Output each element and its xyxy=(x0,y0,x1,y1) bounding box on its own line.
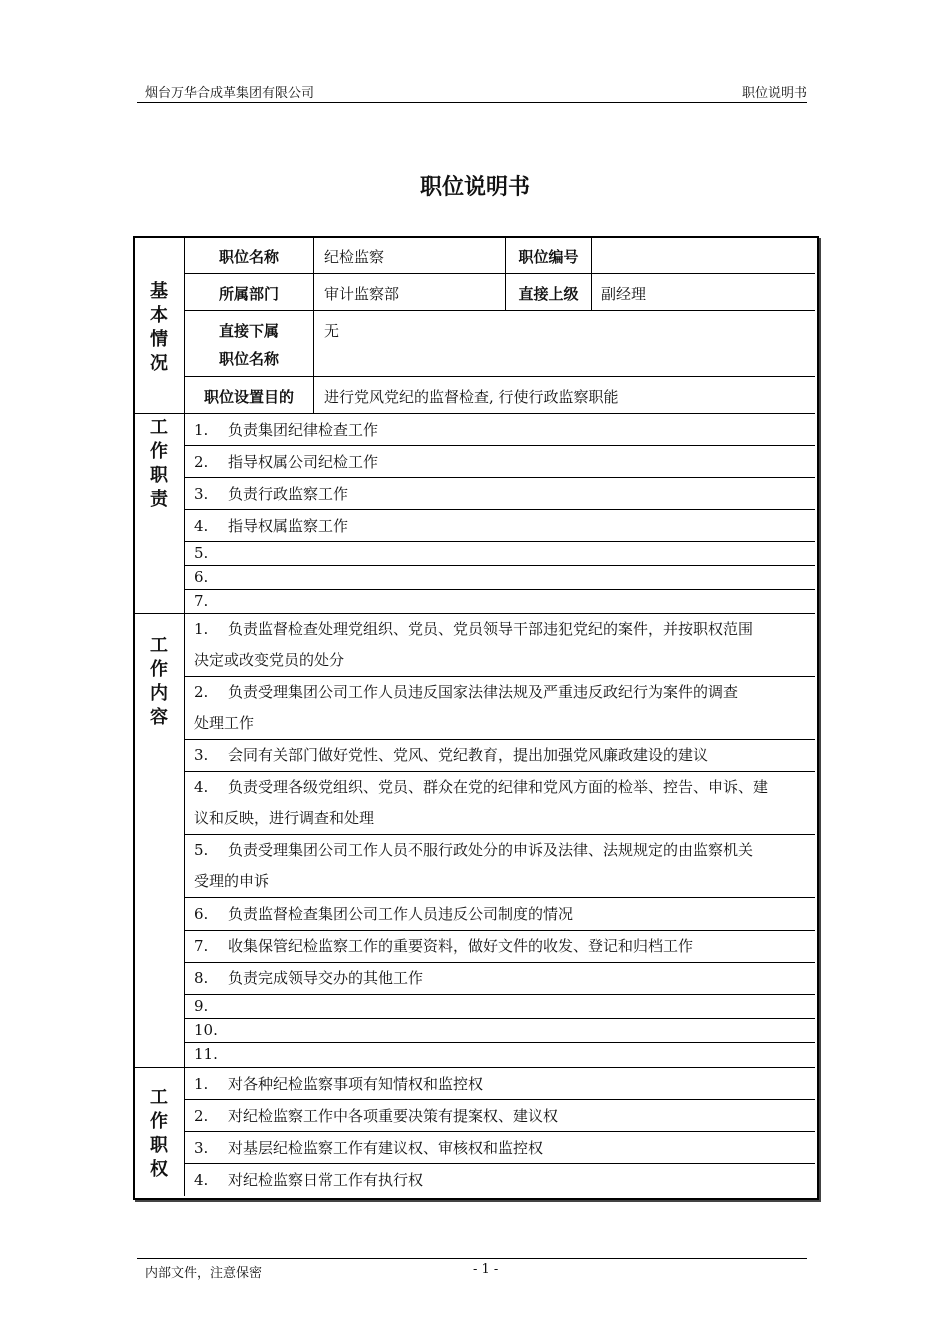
row-line xyxy=(184,589,815,590)
footer-note: 内部文件，注意保密 xyxy=(145,1266,263,1281)
dept-value: 审计监察部 xyxy=(324,285,400,303)
section-line xyxy=(135,413,815,414)
row-line xyxy=(184,273,815,274)
list-item: 10. xyxy=(194,1021,218,1039)
list-item: 4. 指导权属监察工作 xyxy=(194,517,349,535)
list-item: 7. xyxy=(194,592,209,610)
row-line xyxy=(184,1018,815,1019)
footer-rule xyxy=(137,1258,807,1259)
list-item: 1. 负责集团纪律检查工作 xyxy=(194,421,379,439)
list-item: 3. 对基层纪检监察工作有建议权、审核权和监控权 xyxy=(194,1139,544,1157)
row-line xyxy=(184,565,815,566)
list-item: 4. 负责受理各级党组织、党员、群众在党的纪律和党风方面的检举、控告、申诉、建 议和反映，进行调查和处理 xyxy=(194,778,769,827)
section-divider xyxy=(184,238,185,1196)
col-divider xyxy=(313,238,314,413)
list-item: 6. 负责监督检查集团公司工作人员违反公司制度的情况 xyxy=(194,905,574,923)
list-item: 5. 负责受理集团公司工作人员不服行政处分的申诉及法律、法规规定的由监察机关 受理的申诉 xyxy=(194,841,754,890)
list-item: 8. 负责完成领导交办的其他工作 xyxy=(194,969,424,987)
section-label-authority: 工 作 职 权 xyxy=(150,1087,168,1180)
list-item: 4. 对纪检监察日常工作有执行权 xyxy=(194,1171,424,1189)
superior-label: 直接上级 xyxy=(518,285,579,303)
superior-value: 副经理 xyxy=(601,285,647,303)
position-name-value: 纪检监察 xyxy=(324,248,385,266)
list-item: 2. 负责受理集团公司工作人员违反国家法律法规及严重违反政纪行为案件的调查 处理工作 xyxy=(194,683,739,732)
header-rule xyxy=(137,102,807,103)
company-name: 烟台万华合成革集团有限公司 xyxy=(145,86,315,101)
row-line xyxy=(184,541,815,542)
section-label-content: 工 作 内 容 xyxy=(150,635,168,728)
list-item: 3. 会同有关部门做好党性、党风、党纪教育，提出加强党风廉政建设的建议 xyxy=(194,746,709,764)
row-line xyxy=(184,509,815,510)
list-item: 3. 负责行政监察工作 xyxy=(194,485,349,503)
list-item: 2. 指导权属公司纪检工作 xyxy=(194,453,379,471)
row-line xyxy=(184,1042,815,1043)
subordinate-value: 无 xyxy=(324,322,340,340)
list-item: 1. 负责监督检查处理党组织、党员、党员领导干部违犯党纪的案件，并按职权范围 决定或改变党员的处分 xyxy=(194,620,754,669)
header-doc-type: 职位说明书 xyxy=(741,86,807,101)
position-no-label: 职位编号 xyxy=(518,248,579,266)
row-line xyxy=(184,1099,815,1100)
page-number: - 1 - xyxy=(473,1262,499,1277)
row-line xyxy=(184,1131,815,1132)
purpose-label: 职位设置目的 xyxy=(203,388,294,406)
col-divider xyxy=(591,238,592,310)
row-line xyxy=(184,310,815,311)
list-item: 11. xyxy=(194,1045,218,1063)
row-line xyxy=(184,376,815,377)
list-item: 1. 对各种纪检监察事项有知情权和监控权 xyxy=(194,1075,484,1093)
page-title: 职位说明书 xyxy=(419,175,530,200)
subordinate-label-1: 直接下属 xyxy=(218,322,279,340)
row-line xyxy=(184,445,815,446)
section-line xyxy=(135,1067,815,1068)
purpose-value: 进行党风党纪的监督检查, 行使行政监察职能 xyxy=(324,388,619,406)
dept-label: 所属部门 xyxy=(218,285,279,303)
subordinate-label-2: 职位名称 xyxy=(218,350,279,368)
list-item: 9. xyxy=(194,997,209,1015)
section-label-duties: 工 作 职 责 xyxy=(150,417,168,510)
row-line xyxy=(184,897,815,898)
position-name-label: 职位名称 xyxy=(218,248,279,266)
list-item: 7. 收集保管纪检监察工作的重要资料，做好文件的收发、登记和归档工作 xyxy=(194,937,694,955)
section-label-basic: 基 本 情 况 xyxy=(150,281,168,374)
list-item: 5. xyxy=(194,544,209,562)
list-item: 2. 对纪检监察工作中各项重要决策有提案权、建议权 xyxy=(194,1107,559,1125)
row-line xyxy=(184,994,815,995)
row-line xyxy=(184,477,815,478)
list-item: 6. xyxy=(194,568,209,586)
row-line xyxy=(184,1163,815,1164)
